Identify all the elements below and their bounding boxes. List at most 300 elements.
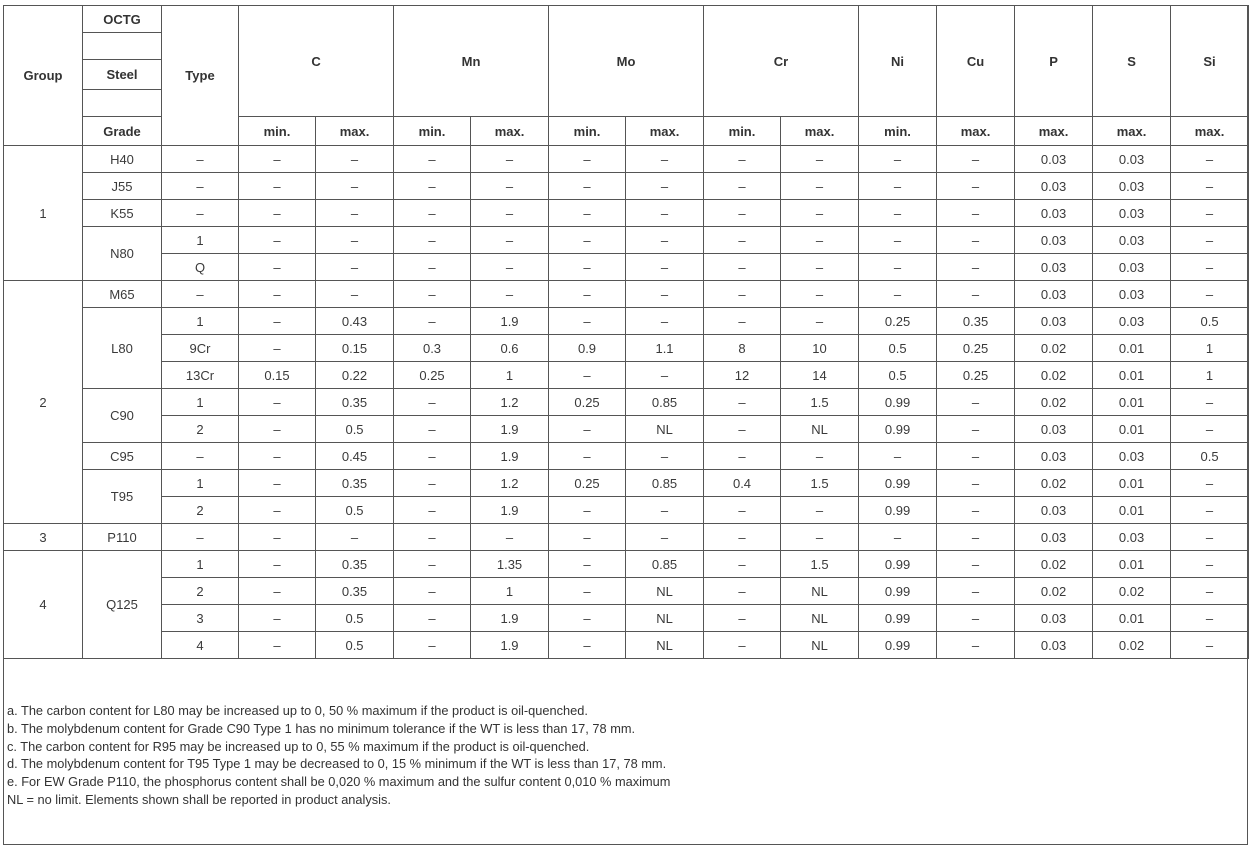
value-cell: – bbox=[549, 578, 626, 605]
value-cell: 0.03 bbox=[1015, 173, 1093, 200]
value-cell: 1.5 bbox=[781, 389, 859, 416]
subheader-max: max. bbox=[937, 117, 1015, 146]
value-cell: – bbox=[239, 443, 316, 470]
value-cell: – bbox=[239, 524, 316, 551]
table-row bbox=[4, 200, 1249, 227]
value-cell: – bbox=[704, 227, 781, 254]
type-cell: 13Cr bbox=[162, 362, 239, 389]
value-cell: 0.03 bbox=[1093, 173, 1171, 200]
value-cell: 0.35 bbox=[937, 308, 1015, 335]
value-cell: – bbox=[781, 254, 859, 281]
element-header-s: S bbox=[1093, 6, 1171, 117]
type-cell: 2 bbox=[162, 497, 239, 524]
value-cell: 0.9 bbox=[549, 335, 626, 362]
element-header-mo: Mo bbox=[549, 6, 704, 117]
element-header-c: C bbox=[239, 6, 394, 117]
value-cell: 0.25 bbox=[394, 362, 471, 389]
value-cell: – bbox=[781, 497, 859, 524]
value-cell: – bbox=[937, 632, 1015, 659]
value-cell: 14 bbox=[781, 362, 859, 389]
value-cell: 0.01 bbox=[1093, 605, 1171, 632]
value-cell: – bbox=[394, 254, 471, 281]
grade-cell: L80 bbox=[83, 308, 162, 389]
value-cell: – bbox=[239, 470, 316, 497]
value-cell: 0.85 bbox=[626, 389, 704, 416]
type-cell: – bbox=[162, 173, 239, 200]
value-cell: – bbox=[626, 524, 704, 551]
value-cell: – bbox=[549, 524, 626, 551]
value-cell: 0.01 bbox=[1093, 335, 1171, 362]
value-cell: – bbox=[394, 416, 471, 443]
value-cell: – bbox=[239, 632, 316, 659]
group-cell: 3 bbox=[4, 524, 83, 551]
value-cell: 0.03 bbox=[1015, 254, 1093, 281]
value-cell: – bbox=[1171, 227, 1249, 254]
value-cell: 0.03 bbox=[1015, 227, 1093, 254]
value-cell: 0.02 bbox=[1015, 470, 1093, 497]
value-cell: – bbox=[704, 632, 781, 659]
value-cell: 0.03 bbox=[1093, 254, 1171, 281]
value-cell: 0.5 bbox=[859, 362, 937, 389]
type-cell: 1 bbox=[162, 389, 239, 416]
grade-cell: H40 bbox=[83, 146, 162, 173]
value-cell: – bbox=[937, 524, 1015, 551]
value-cell: – bbox=[239, 497, 316, 524]
value-cell: – bbox=[394, 227, 471, 254]
value-cell: – bbox=[626, 308, 704, 335]
value-cell: – bbox=[937, 416, 1015, 443]
value-cell: NL bbox=[781, 578, 859, 605]
type-cell: – bbox=[162, 443, 239, 470]
value-cell: – bbox=[316, 146, 394, 173]
grade-header: Grade bbox=[83, 117, 162, 146]
value-cell: – bbox=[471, 281, 549, 308]
value-cell: 0.25 bbox=[859, 308, 937, 335]
table-row bbox=[4, 281, 1249, 308]
table-row bbox=[4, 497, 1249, 524]
value-cell: 1.9 bbox=[471, 497, 549, 524]
value-cell: – bbox=[704, 497, 781, 524]
value-cell: – bbox=[394, 200, 471, 227]
value-cell: – bbox=[316, 227, 394, 254]
value-cell: 0.02 bbox=[1093, 632, 1171, 659]
value-cell: 1.9 bbox=[471, 308, 549, 335]
subheader-max: max. bbox=[626, 117, 704, 146]
value-cell: 0.01 bbox=[1093, 551, 1171, 578]
type-cell: 2 bbox=[162, 578, 239, 605]
value-cell: 0.3 bbox=[394, 335, 471, 362]
value-cell: – bbox=[549, 308, 626, 335]
value-cell: – bbox=[626, 497, 704, 524]
value-cell: 0.85 bbox=[626, 551, 704, 578]
footnote-line: a. The carbon content for L80 may be increased up to 0, 50 % maximum if the product is oil-quenched. bbox=[7, 703, 588, 718]
type-cell: 1 bbox=[162, 227, 239, 254]
value-cell: NL bbox=[781, 605, 859, 632]
table-row bbox=[4, 551, 1249, 578]
value-cell: 0.02 bbox=[1093, 578, 1171, 605]
value-cell: 0.43 bbox=[316, 308, 394, 335]
value-cell: – bbox=[626, 227, 704, 254]
value-cell: – bbox=[394, 551, 471, 578]
value-cell: – bbox=[239, 227, 316, 254]
value-cell: – bbox=[316, 254, 394, 281]
value-cell: – bbox=[859, 524, 937, 551]
value-cell: 0.03 bbox=[1015, 497, 1093, 524]
group-cell: 1 bbox=[4, 146, 83, 281]
value-cell: – bbox=[704, 524, 781, 551]
value-cell: 0.99 bbox=[859, 551, 937, 578]
subheader-max: max. bbox=[1171, 117, 1249, 146]
grade-cell: Q125 bbox=[83, 551, 162, 659]
value-cell: – bbox=[239, 578, 316, 605]
value-cell: – bbox=[549, 416, 626, 443]
value-cell: – bbox=[859, 173, 937, 200]
grade-cell: K55 bbox=[83, 200, 162, 227]
subheader-min: min. bbox=[394, 117, 471, 146]
value-cell: – bbox=[1171, 281, 1249, 308]
value-cell: – bbox=[859, 227, 937, 254]
steel-header: Steel bbox=[83, 60, 162, 90]
subheader-max: max. bbox=[316, 117, 394, 146]
value-cell: – bbox=[781, 524, 859, 551]
value-cell: 0.35 bbox=[316, 470, 394, 497]
footnote-line: NL = no limit. Elements shown shall be reported in product analysis. bbox=[7, 791, 391, 807]
value-cell: – bbox=[937, 578, 1015, 605]
value-cell: 0.01 bbox=[1093, 362, 1171, 389]
value-cell: – bbox=[1171, 200, 1249, 227]
value-cell: 0.5 bbox=[1171, 443, 1249, 470]
value-cell: – bbox=[704, 551, 781, 578]
value-cell: – bbox=[316, 281, 394, 308]
value-cell: 1.5 bbox=[781, 551, 859, 578]
value-cell: 0.03 bbox=[1093, 443, 1171, 470]
group-header: Group bbox=[4, 6, 83, 146]
value-cell: – bbox=[1171, 146, 1249, 173]
value-cell: 0.03 bbox=[1015, 605, 1093, 632]
value-cell: – bbox=[781, 227, 859, 254]
value-cell: 0.5 bbox=[1171, 308, 1249, 335]
table-row bbox=[4, 416, 1249, 443]
value-cell: 0.03 bbox=[1093, 200, 1171, 227]
value-cell: 0.03 bbox=[1093, 281, 1171, 308]
value-cell: NL bbox=[626, 578, 704, 605]
value-cell: 0.5 bbox=[316, 632, 394, 659]
value-cell: 8 bbox=[704, 335, 781, 362]
value-cell: – bbox=[549, 200, 626, 227]
value-cell: 0.02 bbox=[1015, 362, 1093, 389]
value-cell: 0.03 bbox=[1015, 443, 1093, 470]
value-cell: 12 bbox=[704, 362, 781, 389]
value-cell: – bbox=[394, 632, 471, 659]
value-cell: – bbox=[626, 443, 704, 470]
value-cell: – bbox=[394, 173, 471, 200]
value-cell: 1.9 bbox=[471, 416, 549, 443]
value-cell: – bbox=[471, 200, 549, 227]
value-cell: – bbox=[859, 443, 937, 470]
value-cell: – bbox=[704, 443, 781, 470]
value-cell: 1.5 bbox=[781, 470, 859, 497]
value-cell: – bbox=[1171, 632, 1249, 659]
type-cell: 9Cr bbox=[162, 335, 239, 362]
footnotes bbox=[7, 702, 1237, 809]
value-cell: – bbox=[937, 200, 1015, 227]
value-cell: – bbox=[704, 389, 781, 416]
value-cell: – bbox=[626, 173, 704, 200]
value-cell: 10 bbox=[781, 335, 859, 362]
value-cell: 0.03 bbox=[1015, 146, 1093, 173]
value-cell: 0.03 bbox=[1093, 524, 1171, 551]
table-row bbox=[4, 389, 1249, 416]
value-cell: 1 bbox=[471, 578, 549, 605]
value-cell: – bbox=[859, 254, 937, 281]
value-cell: – bbox=[239, 281, 316, 308]
value-cell: – bbox=[937, 605, 1015, 632]
group-cell: 4 bbox=[4, 551, 83, 659]
value-cell: – bbox=[549, 254, 626, 281]
value-cell: 0.03 bbox=[1093, 227, 1171, 254]
value-cell: – bbox=[626, 146, 704, 173]
grade-cell: N80 bbox=[83, 227, 162, 281]
value-cell: – bbox=[781, 146, 859, 173]
grade-cell: T95 bbox=[83, 470, 162, 524]
value-cell: – bbox=[394, 470, 471, 497]
chemical-composition-table bbox=[3, 5, 1249, 659]
value-cell: 0.85 bbox=[626, 470, 704, 497]
value-cell: – bbox=[704, 254, 781, 281]
value-cell: – bbox=[394, 308, 471, 335]
value-cell: – bbox=[1171, 389, 1249, 416]
value-cell: – bbox=[859, 146, 937, 173]
footnote-line: d. The molybdenum content for T95 Type 1 may be decreased to 0, 15 % minimum if the WT is less than 17, 78 mm. bbox=[7, 756, 667, 772]
value-cell: – bbox=[239, 146, 316, 173]
type-cell: – bbox=[162, 200, 239, 227]
element-header-ni: Ni bbox=[859, 6, 937, 117]
value-cell: – bbox=[937, 497, 1015, 524]
type-cell: 4 bbox=[162, 632, 239, 659]
value-cell: – bbox=[704, 173, 781, 200]
value-cell: – bbox=[239, 335, 316, 362]
value-cell: 0.5 bbox=[316, 605, 394, 632]
value-cell: – bbox=[394, 524, 471, 551]
value-cell: – bbox=[1171, 254, 1249, 281]
footnote-line: c. The carbon content for R95 may be increased up to 0, 55 % maximum if the product is oil-quenched. bbox=[7, 738, 590, 754]
value-cell: – bbox=[704, 200, 781, 227]
value-cell: – bbox=[1171, 605, 1249, 632]
value-cell: 0.03 bbox=[1015, 632, 1093, 659]
value-cell: 0.4 bbox=[704, 470, 781, 497]
value-cell: NL bbox=[626, 605, 704, 632]
value-cell: 1.1 bbox=[626, 335, 704, 362]
value-cell: 0.02 bbox=[1015, 578, 1093, 605]
value-cell: 0.5 bbox=[859, 335, 937, 362]
value-cell: – bbox=[626, 281, 704, 308]
subheader-max: max. bbox=[1093, 117, 1171, 146]
value-cell: – bbox=[704, 281, 781, 308]
value-cell: – bbox=[394, 578, 471, 605]
value-cell: 1 bbox=[1171, 335, 1249, 362]
value-cell: 0.25 bbox=[937, 362, 1015, 389]
value-cell: 1.9 bbox=[471, 443, 549, 470]
value-cell: – bbox=[471, 173, 549, 200]
value-cell: 0.01 bbox=[1093, 416, 1171, 443]
value-cell: – bbox=[239, 254, 316, 281]
value-cell: – bbox=[781, 173, 859, 200]
value-cell: 0.25 bbox=[549, 470, 626, 497]
value-cell: 0.99 bbox=[859, 497, 937, 524]
value-cell: 0.99 bbox=[859, 470, 937, 497]
value-cell: – bbox=[937, 146, 1015, 173]
value-cell: 1.35 bbox=[471, 551, 549, 578]
footnote-line: e. For EW Grade P110, the phosphorus content shall be 0,020 % maximum and the sulfur content 0,010 % maximum bbox=[7, 774, 671, 790]
value-cell: – bbox=[239, 173, 316, 200]
value-cell: – bbox=[626, 362, 704, 389]
value-cell: 0.01 bbox=[1093, 389, 1171, 416]
value-cell: 0.99 bbox=[859, 578, 937, 605]
type-cell: – bbox=[162, 524, 239, 551]
value-cell: – bbox=[471, 524, 549, 551]
value-cell: – bbox=[937, 173, 1015, 200]
value-cell: – bbox=[394, 443, 471, 470]
table-row bbox=[4, 362, 1249, 389]
value-cell: – bbox=[394, 497, 471, 524]
value-cell: NL bbox=[781, 416, 859, 443]
subheader-min: min. bbox=[704, 117, 781, 146]
table-row bbox=[4, 335, 1249, 362]
type-cell: 1 bbox=[162, 308, 239, 335]
value-cell: 0.99 bbox=[859, 416, 937, 443]
element-header-cu: Cu bbox=[937, 6, 1015, 117]
table-row bbox=[4, 632, 1249, 659]
value-cell: – bbox=[549, 173, 626, 200]
value-cell: – bbox=[859, 281, 937, 308]
grade-cell: P110 bbox=[83, 524, 162, 551]
value-cell: 0.02 bbox=[1015, 551, 1093, 578]
value-cell: – bbox=[549, 632, 626, 659]
value-cell: – bbox=[626, 254, 704, 281]
element-header-cr: Cr bbox=[704, 6, 859, 117]
value-cell: – bbox=[549, 497, 626, 524]
value-cell: NL bbox=[781, 632, 859, 659]
value-cell: – bbox=[937, 551, 1015, 578]
value-cell: 0.15 bbox=[239, 362, 316, 389]
value-cell: 0.03 bbox=[1093, 146, 1171, 173]
value-cell: – bbox=[394, 605, 471, 632]
octg-header: OCTG bbox=[83, 6, 162, 33]
value-cell: – bbox=[471, 146, 549, 173]
value-cell: 1 bbox=[1171, 362, 1249, 389]
value-cell: 0.99 bbox=[859, 605, 937, 632]
table-row bbox=[4, 308, 1249, 335]
type-cell: 1 bbox=[162, 551, 239, 578]
value-cell: – bbox=[937, 227, 1015, 254]
value-cell: – bbox=[937, 470, 1015, 497]
value-cell: 0.15 bbox=[316, 335, 394, 362]
table-row bbox=[4, 578, 1249, 605]
value-cell: – bbox=[239, 200, 316, 227]
value-cell: – bbox=[471, 254, 549, 281]
value-cell: 1.9 bbox=[471, 632, 549, 659]
value-cell: NL bbox=[626, 416, 704, 443]
value-cell: – bbox=[549, 227, 626, 254]
grade-cell: C90 bbox=[83, 389, 162, 443]
table-row bbox=[4, 470, 1249, 497]
value-cell: – bbox=[704, 308, 781, 335]
value-cell: – bbox=[1171, 578, 1249, 605]
value-cell: – bbox=[549, 281, 626, 308]
value-cell: 0.45 bbox=[316, 443, 394, 470]
value-cell: – bbox=[704, 605, 781, 632]
type-cell: 2 bbox=[162, 416, 239, 443]
table-row bbox=[4, 254, 1249, 281]
value-cell: – bbox=[239, 308, 316, 335]
value-cell: – bbox=[1171, 173, 1249, 200]
type-cell: 1 bbox=[162, 470, 239, 497]
value-cell: – bbox=[1171, 497, 1249, 524]
grade-cell: C95 bbox=[83, 443, 162, 470]
value-cell: 0.01 bbox=[1093, 497, 1171, 524]
value-cell: – bbox=[549, 146, 626, 173]
value-cell: – bbox=[239, 551, 316, 578]
value-cell: – bbox=[781, 308, 859, 335]
value-cell: NL bbox=[626, 632, 704, 659]
value-cell: 0.6 bbox=[471, 335, 549, 362]
subheader-min: min. bbox=[859, 117, 937, 146]
type-cell: 3 bbox=[162, 605, 239, 632]
value-cell: – bbox=[859, 200, 937, 227]
footnote-line: b. The molybdenum content for Grade C90 Type 1 has no minimum tolerance if the WT is less than 17, 78 mm. bbox=[7, 720, 636, 736]
value-cell: – bbox=[471, 227, 549, 254]
subheader-min: min. bbox=[239, 117, 316, 146]
value-cell: – bbox=[937, 389, 1015, 416]
value-cell: 0.35 bbox=[316, 389, 394, 416]
value-cell: 0.01 bbox=[1093, 470, 1171, 497]
value-cell: – bbox=[239, 389, 316, 416]
value-cell: – bbox=[239, 605, 316, 632]
value-cell: – bbox=[549, 551, 626, 578]
value-cell: – bbox=[394, 281, 471, 308]
grade-cell: M65 bbox=[83, 281, 162, 308]
element-header-si: Si bbox=[1171, 6, 1249, 117]
value-cell: – bbox=[394, 389, 471, 416]
value-cell: 0.03 bbox=[1015, 281, 1093, 308]
subheader-max: max. bbox=[471, 117, 549, 146]
value-cell: 1.2 bbox=[471, 470, 549, 497]
subheader-max: max. bbox=[781, 117, 859, 146]
subheader-min: min. bbox=[549, 117, 626, 146]
value-cell: – bbox=[394, 146, 471, 173]
group-cell: 2 bbox=[4, 281, 83, 524]
value-cell: – bbox=[239, 416, 316, 443]
value-cell: 0.5 bbox=[316, 497, 394, 524]
table-row bbox=[4, 227, 1249, 254]
table-row bbox=[4, 173, 1249, 200]
value-cell: – bbox=[781, 443, 859, 470]
value-cell: 0.03 bbox=[1015, 524, 1093, 551]
value-cell: – bbox=[781, 281, 859, 308]
table-row bbox=[4, 605, 1249, 632]
table-row bbox=[4, 443, 1249, 470]
value-cell: – bbox=[549, 362, 626, 389]
value-cell: 0.35 bbox=[316, 551, 394, 578]
value-cell: – bbox=[781, 200, 859, 227]
value-cell: – bbox=[626, 200, 704, 227]
value-cell: 0.03 bbox=[1015, 308, 1093, 335]
value-cell: 0.99 bbox=[859, 632, 937, 659]
value-cell: – bbox=[704, 578, 781, 605]
value-cell: – bbox=[937, 443, 1015, 470]
blank-cell bbox=[83, 33, 162, 60]
table-row bbox=[4, 524, 1249, 551]
